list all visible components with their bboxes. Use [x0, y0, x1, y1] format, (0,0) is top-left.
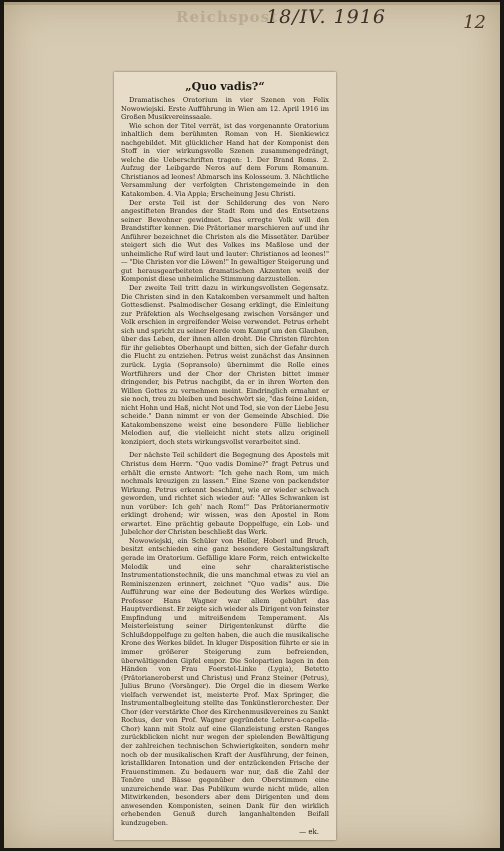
archive-stamp: Reichspost	[176, 8, 279, 26]
article-paragraph: Der nächste Teil schildert die Begegnung des Apostels mit Christus dem Herrn. "Quo vadis Domine?" fragt Petrus und erhält die ernste Antwort: "Ich gehe nach Rom, um mich nochmals kreuzigen zu lassen." Eine Szene von packendster Wirkung. Petrus erkennt beschämt, wie er wieder schwach geworden, und richtet sich wieder auf: "Alles Schwanken ist nun vorüber: Ich geh' nach Rom!" Das Prätorianermotiv erklingt drohend; wir wissen, was den Apostel in Rom erwartet. Eine prächtig gebaute Doppelfuge, ein Lob- und Jubelchor der Christen beschließt das Werk.	[121, 451, 329, 537]
article-paragraph: Wie schon der Titel verrät, ist das vorgenannte Oratorium inhaltlich dem berühmten Roman von H. Sienkiewicz nachgebildet. Mit glücklicher Hand hat der Komponist den Stoff in vier wirkungsvolle Szenen zusammengedrängt, welche die Ueberschriften tragen: 1. Der Brand Roms. 2. Aufzug der Leibgarde Neros auf dem Forum Romanum. Christianos ad leones! Abmarsch ins Kolosseum. 3. Nächtliche Versammlung der verfolgten Christengemeinde in den Katakomben. 4. Via Appia; Erscheinung Jesu Christi.	[121, 121, 329, 199]
archive-sheet	[4, 2, 500, 848]
newspaper-clipping	[114, 72, 336, 840]
handwritten-page-number: 12	[463, 12, 486, 33]
article-paragraph: Dramatisches Oratorium in vier Szenen von Felix Nowowiejski. Erste Aufführung in Wien am 12. April 1916 im Großen Musikvereinssaale.	[121, 96, 329, 122]
article-signature: — ek.	[299, 828, 319, 837]
article-paragraph: Der erste Teil ist der Schilderung des von Nero angestifteten Brandes der Stadt Rom und des Entsetzens seiner Bewohner gewidmet. Das erregte Volk will den Brandstifter kennen. Die Prätorianer marschieren auf und ihr Anführer bezeichnet die Christen als die Missetäter. Darüber steigert sich die Wut des Volkes ins Maßlose und der unheimliche Ruf wird laut und lauter: Christianos ad leones!" — "Die Christen vor die Löwen!" In gewaltiger Steigerung und gut herausgearbeiteten dramatischen Akzenten weiß der Komponist diese unheimliche Stimmung darzustellen.	[121, 198, 329, 284]
handwritten-date: 18/IV. 1916	[266, 6, 386, 28]
article-paragraph: Der zweite Teil tritt dazu in wirkungsvollsten Gegensatz. Die Christen sind in den Katakomben versammelt und halten Gottesdienst. Psalmodischer Gesang erklingt, die Einleitung zur Präfektion als Wechselgesang zwischen Vorsänger und Volk erschien in ergreifender Weise verwendet. Petrus erhebt sich und spricht zu seiner Herde vom Kampf um den Glauben, über das Leben, der ihnen allen droht. Die Christen fürchten für ihr geliebtes Oberhaupt und bitten, sich der Gefahr durch die Flucht zu entziehen. Petrus weist zunächst das Ansinnen zurück. Lygia (Sopransolo) übernimmt die Rolle eines Wortführers und der Chor der Christen bittet immer dringender, bis Petrus nachgibt, da er in ihren Worten den Willen Gottes zu vernehmen meint. Eindringlich ermahnt er sie noch, treu zu bleiben und beschwört sie, "das feine Leiden, nicht Hohn und Haß, nicht Not und Tod, sie von der Liebe Jesu scheide." Dann nimmt er von der Gemeinde Abschied. Die Katakombenszene weist eine besondere Fülle lieblicher Melodien auf, die vielleicht nicht stets allzu originell konzipiert, doch stets wirkungsvollst verarbeitet sind.	[121, 284, 329, 446]
article-paragraph: Nowowiejski, ein Schüler von Heller, Hoberl und Bruch, besitzt entschieden eine ganz besondere Gestaltungskraft gerade im Oratorium. Gefällige klare Form, reich entwickelte Melodik und eine sehr charakteristische Instrumentationstechnik, die uns manchmal etwas zu viel an Reminiszenzen erinnert, zeichnet "Quo vadis" aus. Die Aufführung war eine der Bedeutung des Werkes würdige. Professor Hans Wagner war allem gebührt das Hauptverdienst. Er zeigte sich wieder als Dirigent von feinster Empfindung und mitreißendem Temperament. Als Meisterleistung seiner Dirigentenkunst dürfte die Schlußdoppelfuge zu gelten haben, die auch die musikalische Krone des Werkes bildet. In kluger Disposition führte er sie in immer größerer Steigerung zum befreienden, überwältigenden Gipfel empor. Die Solopartien lagen in den Händen von Frau Foerstel-Linke (Lygia), Betetto (Prätorianeroberst und Christus) und Franz Steiner (Petrus), Julius Bruno (Vorsänger). Die Orgel die in diesem Werke vielfach verwendet ist, meisterte Prof. Max Springer, die Instrumentalbegleitung stellte das Tonkünstlerorchester. Der Chor (der verstärkte Chor des Kirchenmusikvereines zu Sankt Rochus, der von Prof. Wagner gegründete Lehrer-a-capella-Chor) kann mit Stolz auf eine Glanzleistung ersten Ranges zurückblicken nicht nur wegen der spielenden Bewältigung der zahlreichen technischen Schwierigkeiten, sondern mehr noch ob der musikalischen Kraft der Ausführung, der feinen, kristallklaren Intonation und der entzückenden Frische der Frauenstimmen. Zu bedauern war nur, daß die Zahl der Tenöre und Bässe gegenüber den Oberstimmen eine unzureichende war. Das Publikum wurde nicht müde, allen Mitwirkenden, besonders aber dem Dirigenten und dem anwesenden Komponisten, seinen Dank für den wirklich erhebenden Genuß durch langanhaltenden Beifall kundzugeben.	[121, 536, 329, 827]
sheet-edge	[4, 2, 500, 5]
article-title: „Quo vadis?“	[185, 80, 265, 93]
